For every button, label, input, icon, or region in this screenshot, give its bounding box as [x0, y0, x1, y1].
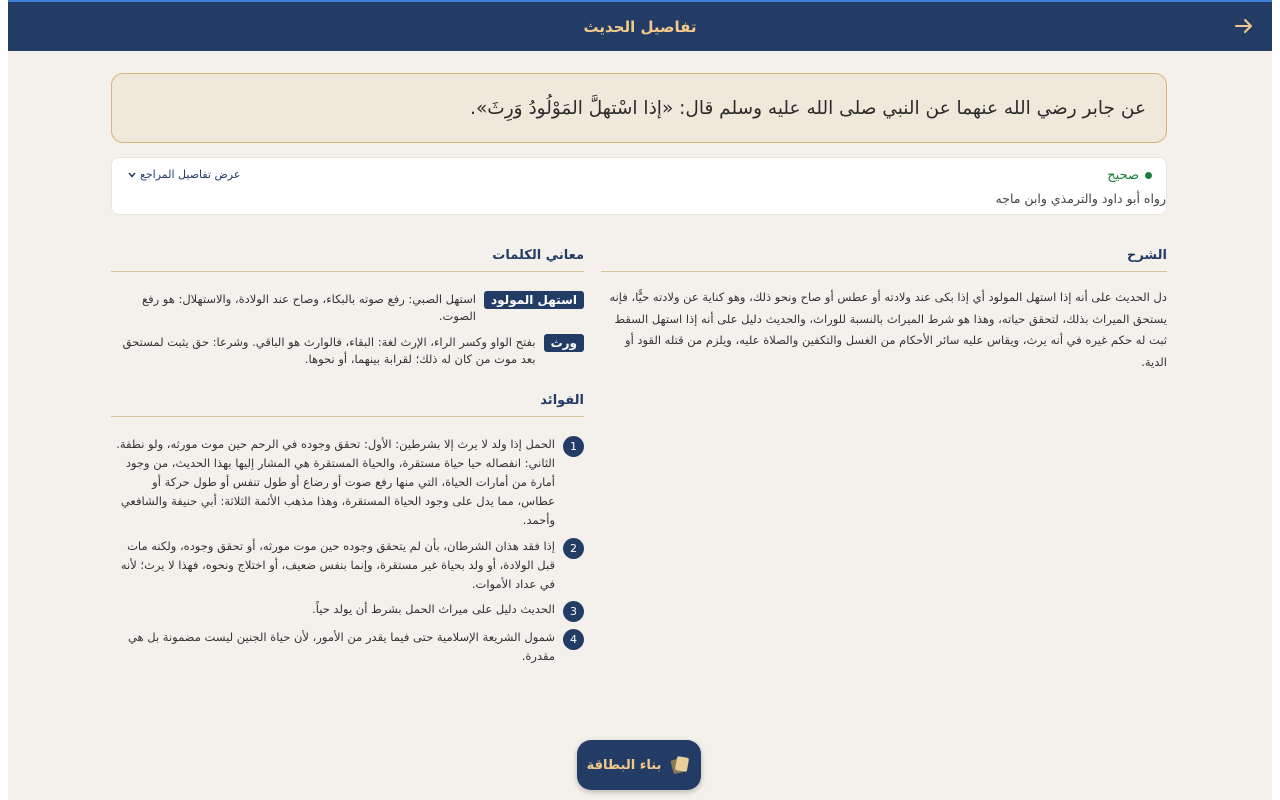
benefit-number: 1 [563, 436, 584, 457]
word-term: ورث [544, 334, 584, 352]
grade-row [1107, 168, 1152, 183]
refs-toggle-label: عرض تفاصيل المراجع [140, 168, 241, 181]
word-meaning: بفتح الواو وكسر الراء، الإرث لغة: البقاء، فالوارث هو الباقي. وشرعا: حق يثبت لمستحق بعد موت من كان له ذلك؛ لقرابة بينهما، أو نحوها. [122, 335, 536, 366]
sharh-divider [601, 271, 1167, 272]
card-icon [669, 755, 691, 775]
refs-toggle-button[interactable] [128, 168, 240, 181]
sharh-text: دل الحديث على أنه إذا استهل المولود أي إذا بكى عند ولادته أو عطس أو صاح ونحو ذلك، وهو كناية عن ولادته حيًّا، فإنه يستحق الميراث بذلك، لتحقق حياته، وهذا هو شرط الميراث بالنسبة للوراث، والحديث دليل على أنه إذا استهل السقط ثبت له حكم غيره في أنه يرث، ويقاس عليه سائر الأحكام من الغسل والتكفين والصلاة عليه، ويلزم من قتله القود أو الدية. [609, 290, 1167, 369]
benefit-number: 4 [563, 629, 584, 650]
grade-dot-icon [1145, 172, 1152, 179]
page-title: تفاصيل الحديث [583, 17, 697, 36]
grade-card [111, 157, 1167, 215]
benefits-divider [111, 416, 584, 417]
benefit-text: إذا فقد هذان الشرطان، بأن لم يتحقق وجوده حين موت مورثه، أو تحقق وجوده، ولكنه مات قبل الولادة، أو ولد بحياة غير مستقرة، وإنما بنفس ضعيف، أو اختلاج ونحوه، فهذا لا يرث؛ لأنه في عداد الأموات. [120, 539, 555, 591]
hadith-box [111, 73, 1167, 143]
back-button[interactable] [1232, 14, 1256, 38]
word-meaning: استهل الصبي: رفع صوته بالبكاء، وصاح عند الولادة، والاستهلال: هو رفع الصوت. [141, 292, 476, 323]
chevron-down-icon [128, 172, 136, 178]
benefit-item [111, 600, 584, 622]
narrators-text [996, 191, 1166, 206]
word-item [111, 334, 584, 368]
build-card-button[interactable] [577, 740, 701, 790]
left-frame [0, 0, 8, 800]
benefit-number: 2 [563, 538, 584, 559]
hadith-text: عن جابر رضي الله عنهما عن النبي صلى الله عليه وسلم قال: «إذا اسْتهلَّ المَوْلُودُ وَرِثَ». [470, 97, 1146, 119]
benefit-item [111, 435, 584, 530]
word-item [111, 291, 584, 325]
benefit-text: الحمل إذا ولد لا يرث إلا بشرطين: الأول: تحقق وجوده في الرحم حين موت مورثه، ولو نطفة. الثاني: انفصاله حيا حياة مستقرة، والحياة المستقرة هي المشار إليها بهذا الحديث، من وجود أمارة من أمارات الحياة، التي منها رفع صوت أو رضاع أو طول تنفس أو طول حركة أو عطاس، مما يدل على وجود الحياة المستقرة، وهذا مذهب الأئمة الثلاثة: أبي حنيفة والشافعي وأحمد. [116, 437, 555, 527]
words-title: معاني الكلمات [492, 248, 584, 263]
build-card-label: بناء البطاقة [586, 757, 662, 773]
sharh-title: الشرح [1126, 248, 1167, 263]
arrow-right-icon [1235, 18, 1253, 34]
right-frame [1272, 0, 1280, 800]
benefits-title: الفوائد [540, 393, 584, 408]
words-divider [111, 271, 584, 272]
narrators-label: رواه أبو داود والترمذي وابن ماجه [995, 191, 1166, 206]
benefit-text: شمول الشريعة الإسلامية حتى فيما يقدر من الأمور، لأن حياة الجنين ليست مضمونة بل هي مقدرة. [127, 630, 555, 663]
benefit-item [111, 628, 584, 666]
word-term: استهل المولود [484, 291, 584, 309]
benefit-number: 3 [563, 601, 584, 622]
benefit-text: الحديث دليل على ميراث الحمل بشرط أن يولد حياً. [312, 602, 555, 616]
grade-label: صحيح [1107, 168, 1139, 183]
benefit-item [111, 537, 584, 594]
top-bar [8, 0, 1272, 51]
